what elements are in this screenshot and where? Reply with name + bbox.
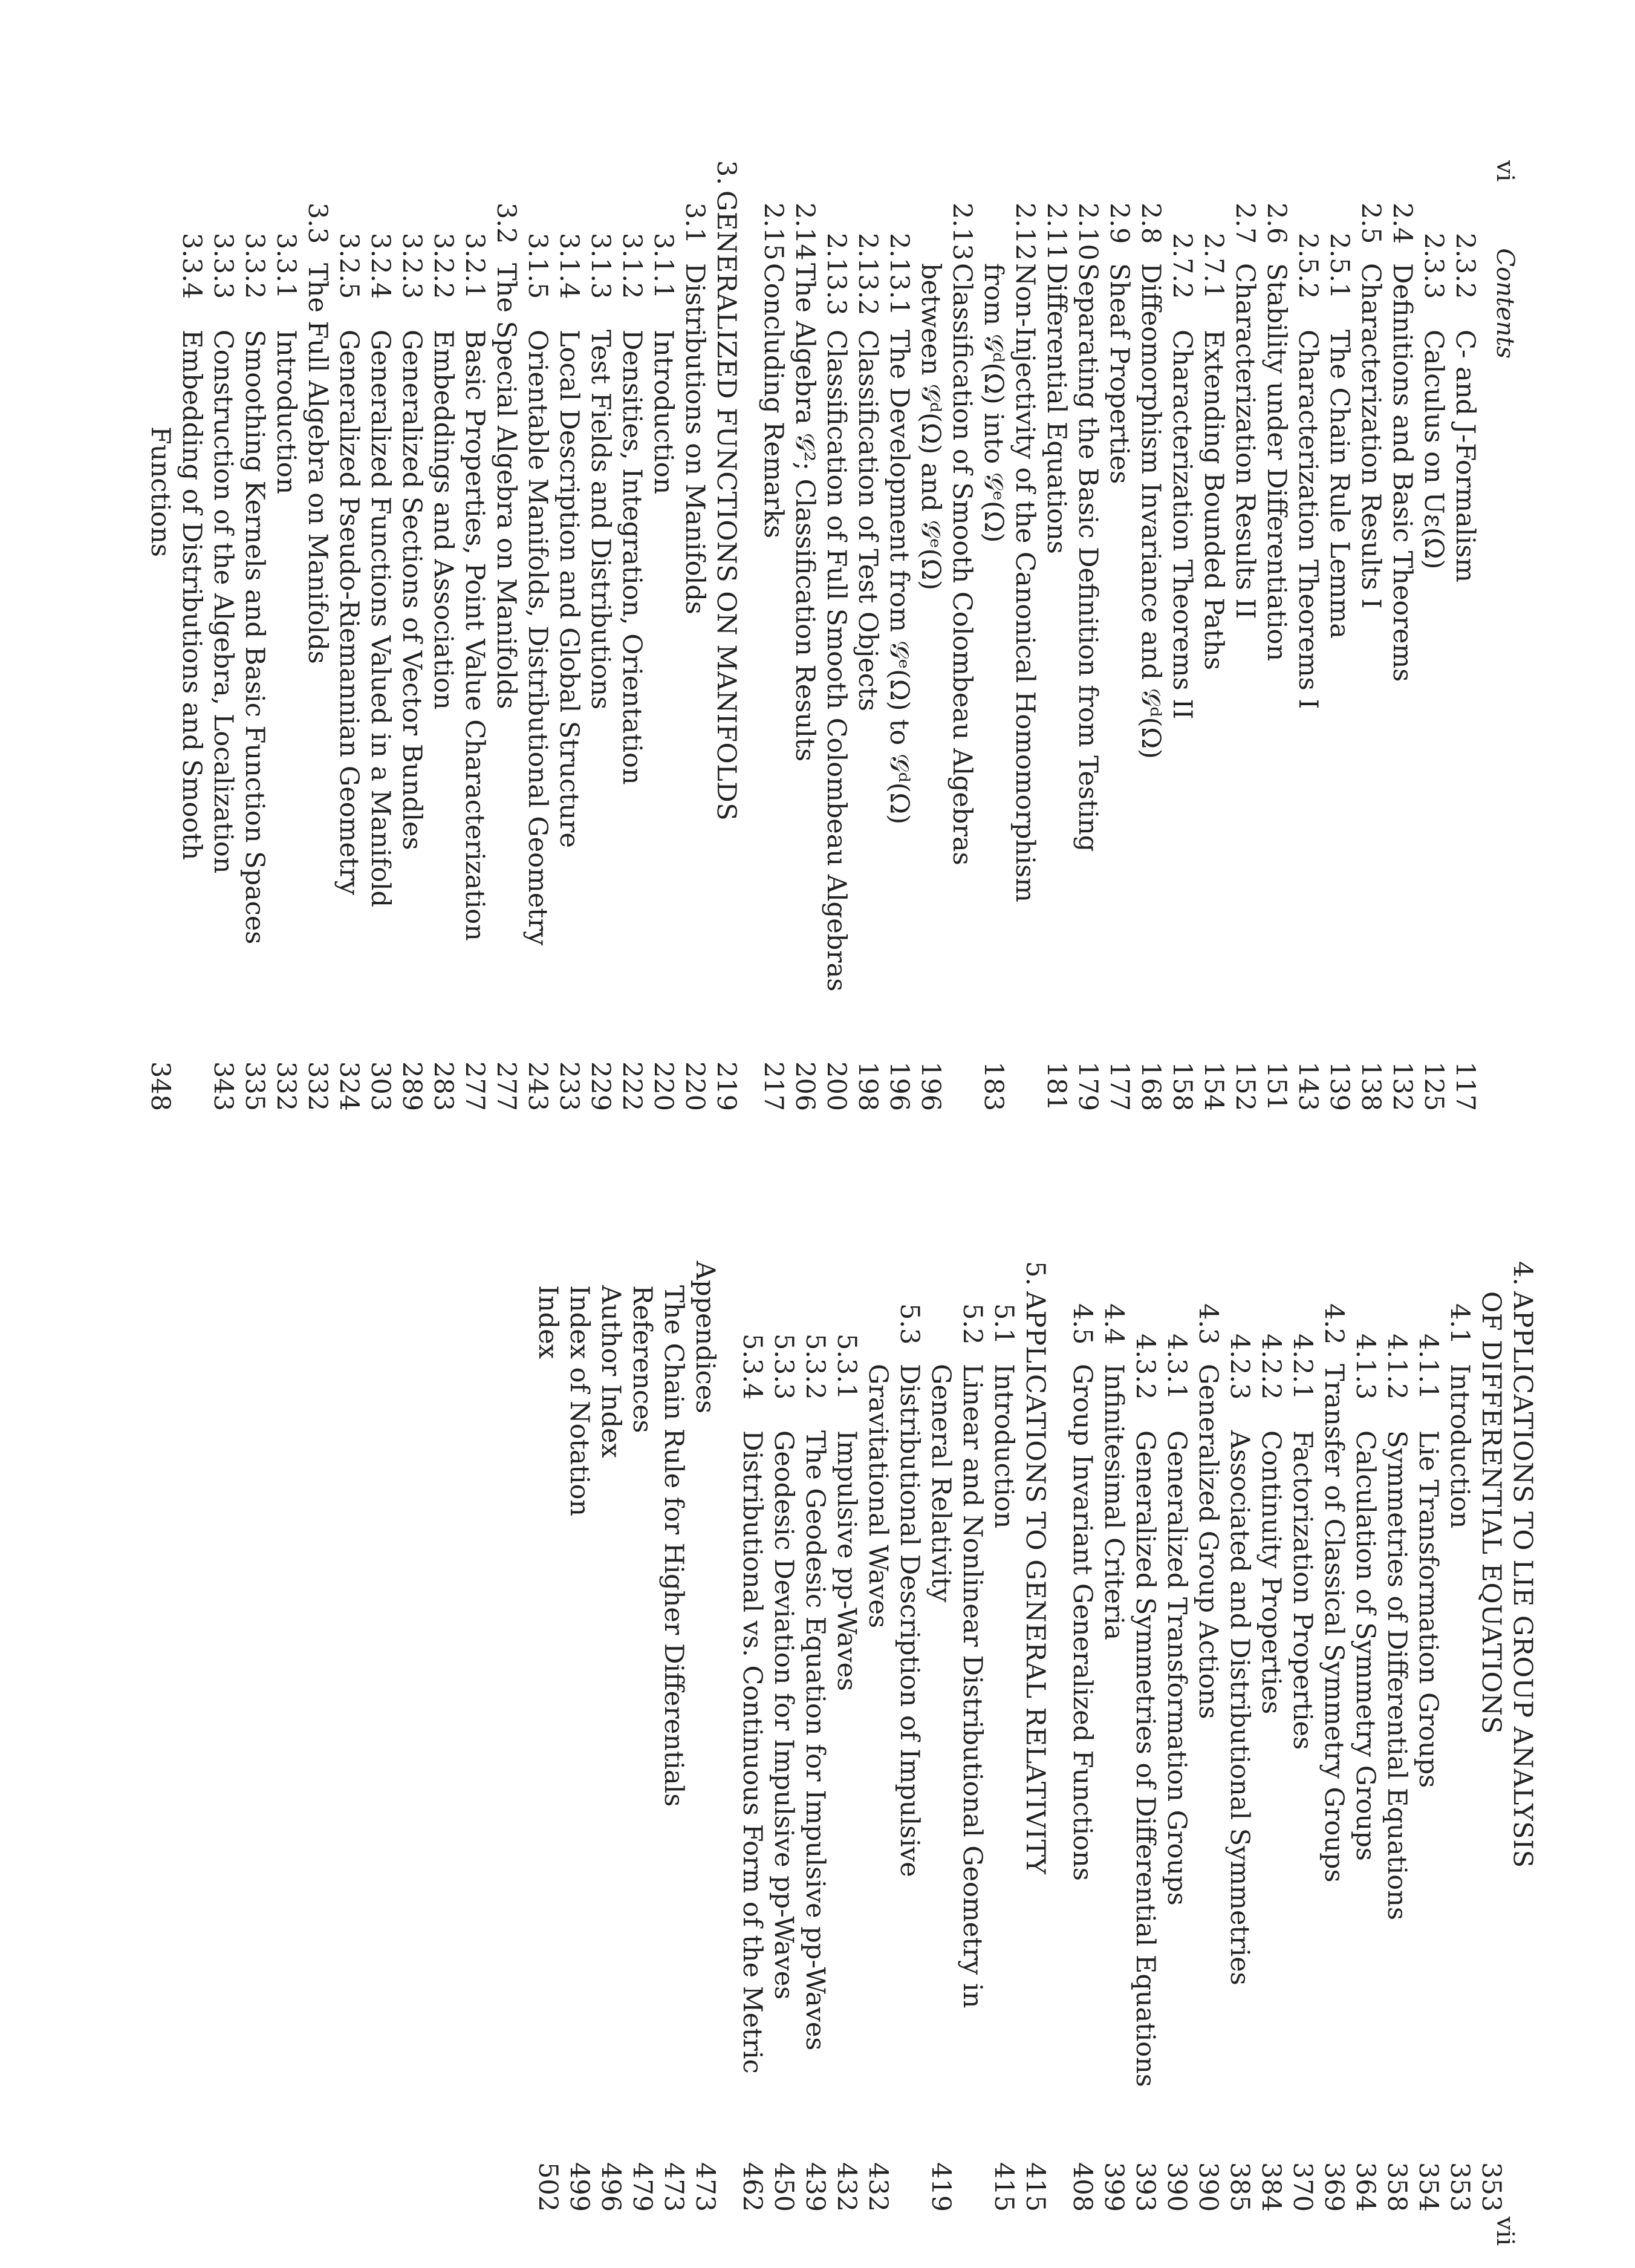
page-ref: 303 [365, 1061, 395, 1112]
section-number: 3.1 [680, 203, 710, 244]
toc-entry[interactable] [333, 160, 365, 1128]
page-ref: 138 [1356, 1061, 1386, 1112]
section-number: 2.11 [1041, 203, 1071, 261]
toc-entry[interactable] [522, 160, 553, 1128]
section-title: Basic Properties, Point Value Characterization [460, 330, 490, 941]
toc-entry[interactable] [626, 1261, 658, 2229]
section-number: 5. [1020, 1261, 1050, 1286]
section-number: 3.1.5 [522, 233, 553, 299]
section-number: 4.2 [1319, 1303, 1349, 1345]
section-number: 2.10 [1073, 203, 1103, 261]
page-ref: 479 [627, 2162, 657, 2212]
section-gap [721, 1261, 736, 2229]
page-ref: 473 [658, 2162, 689, 2212]
section-title: Distributional Description of Impulsive [894, 1364, 925, 1877]
page-ref: 139 [1324, 1061, 1354, 1112]
section-title: Separating the Basic Definition from Testing [1073, 263, 1103, 852]
page-ref: 233 [554, 1061, 584, 1112]
toc-entry[interactable] [396, 160, 427, 1128]
page-ref: 473 [690, 2162, 720, 2212]
toc-entry[interactable] [1098, 1261, 1130, 2229]
section-number: 3.2 [491, 203, 521, 244]
toc-entry[interactable] [957, 1261, 988, 2229]
section-title: from 𝒢ᵈ(Ω) into 𝒢ᵉ(Ω) [978, 263, 1009, 543]
toc-entry[interactable] [616, 160, 648, 1128]
section-number: 5.3.2 [800, 1334, 830, 1400]
page-ref: 462 [737, 2162, 767, 2212]
section-title: Test Fields and Distributions [585, 330, 616, 710]
section-number: 2.3.2 [1450, 233, 1480, 299]
toc-entry[interactable] [270, 160, 302, 1128]
toc-entry[interactable] [145, 160, 176, 1128]
section-title: Densities, Integration, Orientation [617, 330, 647, 785]
page-ref: 370 [1287, 2162, 1318, 2212]
section-number: 4.5 [1067, 1303, 1097, 1345]
toc-entry[interactable] [1318, 1261, 1350, 2229]
toc-entry[interactable] [1104, 160, 1135, 1128]
section-number: 2.5.1 [1324, 233, 1354, 299]
page-ref: 196 [915, 1061, 946, 1112]
page-ref: 390 [1193, 2162, 1223, 2212]
toc-entry[interactable] [532, 1261, 564, 2229]
page-ref: 439 [800, 2162, 830, 2212]
section-number: 4.1 [1445, 1303, 1475, 1345]
section-title: Characterization Results I [1356, 263, 1386, 609]
toc-entry[interactable] [883, 160, 915, 1128]
running-head-left [1493, 160, 1517, 359]
toc-right [532, 1261, 1538, 2229]
page-ref: 196 [884, 1061, 914, 1112]
toc-entry[interactable] [1381, 1261, 1412, 2229]
page-ref: 220 [648, 1061, 678, 1112]
section-title: Extending Bounded Paths [1198, 330, 1229, 670]
toc-entry[interactable] [207, 160, 239, 1128]
page-ref: 419 [926, 2162, 956, 2212]
page-ref: 151 [1261, 1061, 1292, 1112]
section-title: Diffeomorphism Invariance and 𝒢ᵈ(Ω) [1136, 263, 1166, 759]
section-title: Index [533, 1285, 563, 1359]
page-ref: 177 [1104, 1061, 1134, 1112]
section-title: Transfer of Classical Symmetry Groups [1319, 1364, 1349, 1883]
toc-entry[interactable] [831, 1261, 862, 2229]
section-title: C- and J-Formalism [1450, 330, 1480, 583]
section-title: Functions [145, 426, 175, 557]
section-title: Distributions on Manifolds [680, 263, 710, 614]
toc-entry[interactable] [821, 160, 852, 1128]
section-number: 2.3.3 [1419, 233, 1449, 299]
section-title: Sheaf Properties [1104, 263, 1134, 484]
section-title: Impulsive pp-Waves [831, 1430, 862, 1692]
section-title: Definitions and Basic Theorems [1387, 263, 1417, 682]
toc-entry[interactable] [758, 160, 789, 1128]
toc-entry[interactable] [988, 1261, 1019, 2229]
toc-entry[interactable] [490, 160, 522, 1128]
section-title: The Chain Rule Lemma [1324, 330, 1354, 639]
section-number: 4.3 [1193, 1303, 1223, 1345]
toc-entry[interactable] [595, 1261, 626, 2229]
toc-entry[interactable] [239, 160, 270, 1128]
toc-entry[interactable] [689, 1261, 721, 2229]
page-ref: 390 [1162, 2162, 1192, 2212]
section-title: Author Index [596, 1285, 626, 1458]
section-title: Gravitational Waves [863, 1364, 893, 1629]
page-ref: 200 [821, 1061, 851, 1112]
section-title: Symmetries of Differential Equations [1382, 1430, 1412, 1920]
toc-entry[interactable] [710, 160, 742, 1128]
section-title: Introduction [1445, 1364, 1475, 1529]
toc-entry[interactable] [1418, 160, 1449, 1128]
section-title: Orientable Manifolds, Distributional Geometry [522, 330, 553, 946]
section-title: between 𝒢ᵈ(Ω) and 𝒢ᵉ(Ω) [915, 263, 946, 590]
page-ref: 289 [397, 1061, 427, 1112]
toc-entry[interactable] [1444, 1261, 1475, 2229]
section-title: Characterization Theorems I [1293, 330, 1323, 709]
section-number: 3.3.4 [177, 233, 207, 299]
toc-entry[interactable] [1324, 160, 1355, 1128]
toc-entry[interactable] [1255, 1261, 1287, 2229]
section-title: References [627, 1285, 657, 1433]
toc-entry[interactable] [648, 160, 679, 1128]
toc-entry[interactable] [1041, 160, 1072, 1128]
page-ref: 393 [1130, 2162, 1160, 2212]
page-ref: 354 [1413, 2162, 1443, 2212]
toc-entry[interactable] [894, 1261, 925, 2229]
section-number: 4.3.2 [1130, 1334, 1160, 1400]
section-number: 2.13.2 [853, 233, 883, 316]
toc-entry[interactable] [564, 1261, 595, 2229]
section-number: 3.2.1 [460, 233, 490, 299]
page-ref: 220 [680, 1061, 710, 1112]
section-title: Local Description and Global Structure [554, 330, 584, 848]
section-title: Calculus on Uε(Ω) [1419, 330, 1449, 570]
toc-entry[interactable] [1161, 1261, 1192, 2229]
page-ref: 229 [585, 1061, 616, 1112]
section-title: Associated and Distributional Symmetries [1224, 1430, 1255, 1986]
page-ref: 198 [853, 1061, 883, 1112]
page-ref: 502 [533, 2162, 563, 2212]
page-number-left: vi [1491, 160, 1519, 182]
running-title: Contents [1491, 248, 1519, 359]
toc-entry[interactable] [1229, 160, 1261, 1128]
page-ref: 415 [989, 2162, 1019, 2212]
page-ref: 277 [460, 1061, 490, 1112]
section-number: 2.5.2 [1293, 233, 1323, 299]
page-ref: 499 [564, 2162, 594, 2212]
section-number: 3.2.3 [397, 233, 427, 299]
section-number: 3.1.1 [648, 233, 678, 299]
toc-entry[interactable] [736, 1261, 768, 2229]
toc-entry[interactable] [1350, 1261, 1381, 2229]
page-ref: 496 [596, 2162, 626, 2212]
page-ref: 432 [863, 2162, 893, 2212]
section-number: 2.12 [1010, 203, 1040, 261]
page-ref: 206 [790, 1061, 820, 1112]
page-ref: 243 [522, 1061, 553, 1112]
toc-entry[interactable] [1507, 1261, 1538, 2229]
section-number: 2.13.3 [821, 233, 851, 316]
page-ref: 358 [1382, 2162, 1412, 2212]
toc-entry[interactable] [1292, 160, 1324, 1128]
section-title: Group Invariant Generalized Functions [1067, 1364, 1097, 1881]
toc-entry[interactable] [862, 1261, 894, 2229]
section-gap [1051, 1261, 1067, 2229]
section-title: Generalized Functions Valued in a Manifold [365, 330, 395, 908]
section-title: The Special Algebra on Manifolds [491, 263, 521, 709]
section-number: 4.2.3 [1224, 1334, 1255, 1400]
section-number: 5.3 [894, 1303, 925, 1345]
section-title: Classification of Full Smooth Colombeau Algebras [821, 330, 851, 992]
section-title: Classification of Test Objects [853, 330, 883, 712]
page-ref: 335 [239, 1061, 270, 1112]
section-number: 3.3.2 [239, 233, 270, 299]
toc-entry[interactable] [1135, 160, 1166, 1128]
section-title: Distributional vs. Continuous Form of the Metric [737, 1430, 767, 2074]
section-number: 4.2.2 [1256, 1334, 1286, 1400]
section-number: 4.1.1 [1413, 1334, 1443, 1400]
toc-entry[interactable] [1019, 1261, 1051, 2229]
page-ref: 408 [1067, 2162, 1097, 2212]
section-number: 5.2 [957, 1303, 987, 1345]
section-title: Classification of Smooth Colombeau Algebras [947, 263, 977, 865]
toc-entry[interactable] [1355, 160, 1386, 1128]
toc-entry[interactable] [1067, 1261, 1098, 2229]
toc-entry[interactable] [768, 1261, 799, 2229]
section-title: APPLICATIONS TO LIE GROUP ANALYSIS [1507, 1291, 1538, 1868]
section-number: 2.9 [1104, 203, 1134, 244]
toc-entry[interactable] [1072, 160, 1104, 1128]
section-number: 2.13.1 [884, 233, 914, 316]
page-ref: 353 [1476, 2162, 1506, 2212]
page-ref: 415 [1020, 2162, 1050, 2212]
section-number: 4.3.1 [1162, 1334, 1192, 1400]
toc-left [145, 160, 1481, 1128]
section-title: Geodesic Deviation for Impulsive pp-Waves [769, 1430, 799, 2000]
section-number: 4.2.1 [1287, 1334, 1318, 1400]
page-ref: 154 [1198, 1061, 1229, 1112]
toc-entry[interactable] [1261, 160, 1292, 1128]
section-title: General Relativity [926, 1364, 956, 1603]
section-number: 3.3 [302, 203, 333, 244]
section-title: The Chain Rule for Higher Differentials [658, 1285, 689, 1807]
toc-entry[interactable] [915, 160, 946, 1128]
section-title: The Geodesic Equation for Impulsive pp-Waves [800, 1430, 830, 2051]
toc-entry[interactable] [176, 160, 207, 1128]
section-title: GENERALIZED FUNCTIONS ON MANIFOLDS [711, 191, 741, 821]
toc-entry[interactable] [1412, 1261, 1444, 2229]
toc-entry[interactable] [1130, 1261, 1161, 2229]
section-title: The Full Algebra on Manifolds [302, 263, 333, 664]
page-ref: 152 [1230, 1061, 1260, 1112]
page-ref: 168 [1136, 1061, 1166, 1112]
page-ref: 143 [1293, 1061, 1323, 1112]
toc-entry[interactable] [1166, 160, 1198, 1128]
page-ref: 125 [1419, 1061, 1449, 1112]
toc-entry[interactable] [852, 160, 883, 1128]
section-number: 2.8 [1136, 203, 1166, 244]
section-number: 2.14 [790, 203, 820, 261]
section-title: Calculation of Symmetry Groups [1350, 1430, 1380, 1861]
section-number: 3.3.1 [271, 233, 301, 299]
section-title: Stability under Differentiation [1261, 263, 1292, 662]
page-ref: 343 [208, 1061, 238, 1112]
section-title: Characterization Results II [1230, 263, 1260, 619]
section-title: Continuity Properties [1256, 1430, 1286, 1715]
toc-entry[interactable] [365, 160, 396, 1128]
section-title: Embedding of Distributions and Smooth [177, 330, 207, 861]
toc-entry[interactable] [799, 1261, 831, 2229]
section-title: Linear and Nonlinear Distributional Geometry in [957, 1364, 987, 2009]
section-title: The Algebra 𝒢²; Classification Results [790, 263, 820, 762]
section-title: Introduction [271, 330, 301, 495]
toc-entry[interactable] [658, 1261, 689, 2229]
section-number: 3.2.5 [334, 233, 364, 299]
page-ref: 450 [769, 2162, 799, 2212]
page-ref: 219 [711, 1061, 741, 1112]
page-ref: 364 [1350, 2162, 1380, 2212]
toc-entry[interactable] [585, 160, 616, 1128]
toc-entry[interactable] [1287, 1261, 1318, 2229]
toc-entry[interactable] [946, 160, 978, 1128]
page-ref: 183 [978, 1061, 1009, 1112]
section-number: 2.5 [1356, 203, 1386, 244]
toc-entry[interactable] [789, 160, 821, 1128]
section-title: Lie Transformation Groups [1413, 1430, 1443, 1788]
toc-entry[interactable] [427, 160, 459, 1128]
page-ref: 332 [271, 1061, 301, 1112]
page-ref: 353 [1445, 2162, 1475, 2212]
section-number: 2.7.2 [1167, 233, 1197, 299]
page-ref: 283 [428, 1061, 458, 1112]
toc-entry[interactable] [1449, 160, 1481, 1128]
section-number: 4.1.2 [1382, 1334, 1412, 1400]
section-gap [742, 160, 758, 1128]
toc-entry[interactable] [1386, 160, 1418, 1128]
section-number: 2.15 [758, 203, 788, 261]
toc-entry[interactable] [1198, 160, 1229, 1128]
section-title: Embeddings and Association [428, 330, 458, 710]
section-title: Concluding Remarks [758, 263, 788, 539]
section-title: Introduction [989, 1364, 1019, 1529]
page-ref: 117 [1450, 1061, 1480, 1112]
page-ref: 332 [302, 1061, 333, 1112]
page-ref: 179 [1073, 1061, 1103, 1112]
section-number: 3.1.2 [617, 233, 647, 299]
page-ref: 277 [491, 1061, 521, 1112]
section-title: Generalized Pseudo-Riemannian Geometry [334, 330, 364, 896]
section-title: Infinitesimal Criteria [1099, 1364, 1129, 1641]
toc-entry[interactable] [1009, 160, 1041, 1128]
section-number: 2.7 [1230, 203, 1260, 244]
page-ref: 217 [758, 1061, 788, 1112]
page-ref: 324 [334, 1061, 364, 1112]
section-title: Appendices [690, 1261, 720, 1414]
section-number: 5.3.1 [831, 1334, 862, 1400]
section-title: Construction of the Algebra, Localization [208, 330, 238, 874]
section-number: 3.2.4 [365, 233, 395, 299]
page-number-right: vii [1491, 2217, 1519, 2246]
section-title: OF DIFFERENTIAL EQUATIONS [1476, 1291, 1506, 1735]
section-title: The Development from 𝒢ᵉ(Ω) to 𝒢ᵈ(Ω) [884, 330, 914, 824]
section-number: 2.6 [1261, 203, 1292, 244]
section-title: Factorization Properties [1287, 1430, 1318, 1750]
page-ref: 348 [145, 1061, 175, 1112]
section-number: 5.1 [989, 1303, 1019, 1345]
section-number: 3.2.2 [428, 233, 458, 299]
section-number: 2.13 [947, 203, 977, 261]
section-number: 4.4 [1099, 1303, 1129, 1345]
section-title: APPLICATIONS TO GENERAL RELATIVITY [1020, 1291, 1050, 1875]
page-ref: 399 [1099, 2162, 1129, 2212]
section-number: 3.1.3 [585, 233, 616, 299]
toc-entry[interactable] [1192, 1261, 1224, 2229]
page-ref: 132 [1387, 1061, 1417, 1112]
page-ref: 384 [1256, 2162, 1286, 2212]
page-ref: 385 [1224, 2162, 1255, 2212]
right-page [0, 1134, 1635, 2268]
section-title: Generalized Sections of Vector Bundles [397, 330, 427, 850]
section-number: 5.3.4 [737, 1334, 767, 1400]
section-title: Smoothing Kernels and Basic Function Spaces [239, 330, 270, 945]
section-title: Generalized Transformation Groups [1162, 1430, 1192, 1906]
section-number: 3.3.3 [208, 233, 238, 299]
section-title: Characterization Theorems II [1167, 330, 1197, 720]
section-number: 4.1.3 [1350, 1334, 1380, 1400]
toc-entry[interactable] [1475, 1261, 1507, 2229]
section-number: 5.3.3 [769, 1334, 799, 1400]
page-ref: 432 [831, 2162, 862, 2212]
toc-entry[interactable] [1224, 1261, 1255, 2229]
section-title: Generalized Symmetries of Differential Equations [1130, 1430, 1160, 2087]
section-number: 3. [711, 160, 741, 186]
toc-entry[interactable] [459, 160, 490, 1128]
section-number: 2.4 [1387, 203, 1417, 244]
toc-entry[interactable] [978, 160, 1009, 1128]
section-number: 2.7.1 [1198, 233, 1229, 299]
page-ref: 222 [617, 1061, 647, 1112]
toc-entry[interactable] [302, 160, 333, 1128]
section-number: 3.1.4 [554, 233, 584, 299]
section-title: Non-Injectivity of the Canonical Homomorphism [1010, 263, 1040, 902]
toc-entry[interactable] [925, 1261, 957, 2229]
page-ref: 369 [1319, 2162, 1349, 2212]
section-title: Differential Equations [1041, 263, 1071, 554]
section-title: Index of Notation [564, 1285, 594, 1517]
toc-entry[interactable] [679, 160, 710, 1128]
section-title: Generalized Group Actions [1193, 1364, 1223, 1719]
page-ref: 158 [1167, 1061, 1197, 1112]
page-ref: 181 [1041, 1061, 1071, 1112]
toc-entry[interactable] [553, 160, 585, 1128]
section-number: 4. [1507, 1261, 1538, 1286]
section-title: Introduction [648, 330, 678, 495]
